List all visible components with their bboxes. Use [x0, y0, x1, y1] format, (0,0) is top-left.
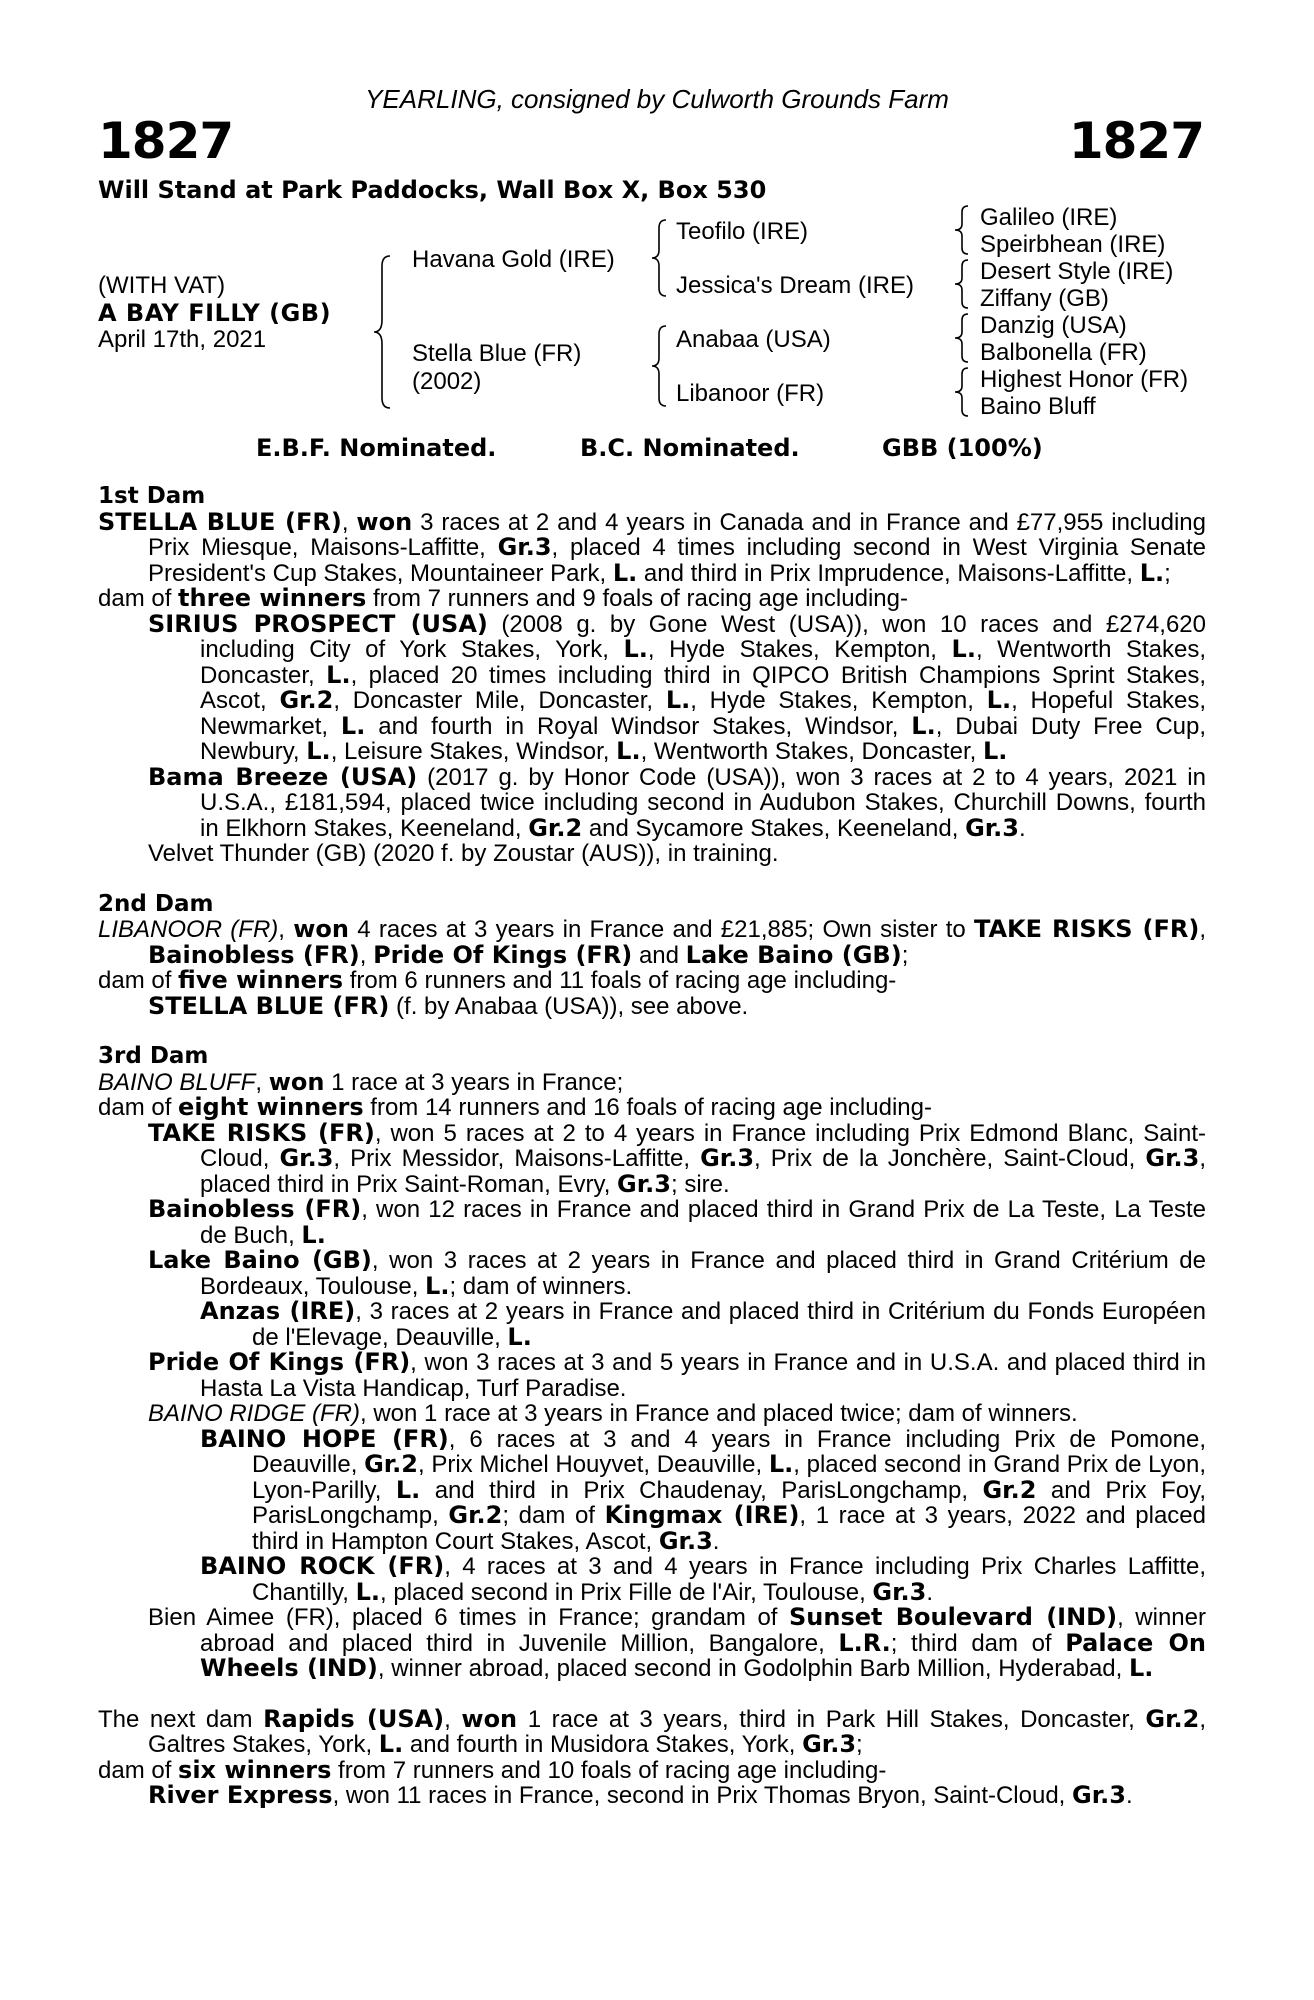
vat-label: (WITH VAT) [98, 272, 226, 299]
stand-location: Will Stand at Park Paddocks, Wall Box X, Box 530 [98, 176, 767, 204]
sire-name: Havana Gold (IRE) [412, 246, 615, 273]
second-dam-produce-summary: dam of five winners from 6 runners and 11 foals of racing age including- [98, 966, 897, 994]
third-dam-heading: 3rd Dam [98, 1043, 209, 1069]
first-dam-produce-summary: dam of three winners from 7 runners and 9 foals of racing age including- [98, 584, 908, 612]
consignor-subtitle: YEARLING, consigned by Culworth Grounds Farm [365, 84, 949, 114]
sire-sire: Teofilo (IRE) [676, 218, 809, 245]
produce-take-risks: TAKE RISKS (FR), won 5 races at 2 to 4 years in France including Prix Edmond Blanc, Saint-Cloud, Gr.3, Prix Messidor, Maisons-Laffitte, Gr.3, Prix de la Jonchère, Saint-Cloud, Gr.3, placed third in Prix Saint-Roman, Evry, Gr.3; sire. [148, 1118, 1206, 1198]
bc-nomination: B.C. Nominated. [580, 434, 800, 462]
second-dam-entry: LIBANOOR (FR), won 4 races at 3 years in France and £21,885; Own sister to TAKE RISKS (FR), Bainobless (FR), Pride Of Kings (FR) and Lake Baino (GB); [98, 915, 1206, 969]
foaling-date: April 17th, 2021 [98, 326, 267, 353]
brace-g4 [952, 366, 972, 418]
dam-year: (2002) [412, 368, 482, 395]
fourth-dam-entry: The next dam Rapids (USA), won 1 race at 3 years, third in Park Hill Stakes, Doncaster, Gr.2, Galtres Stakes, York, L. and fourth in Musidora Stakes, York, Gr.3; [98, 1704, 1206, 1758]
produce-bien-aimee: Bien Aimee (FR), placed 6 times in France; grandam of Sunset Boulevard (IND), winner abroad and placed third in Juvenile Million, Bangalore, L.R.; third dam of Palace On Wheels (IND), winner abroad, placed second in Godolphin Barb Million, Hyderabad, L. [148, 1603, 1207, 1682]
lot-number-left: 1827 [98, 112, 234, 170]
produce-bainobless: Bainobless (FR), won 12 races in France and placed third in Grand Prix de La Teste, La Teste de Buch, L. [148, 1195, 1206, 1249]
ebf-nomination: E.B.F. Nominated. [256, 434, 497, 462]
horse-name: A BAY FILLY (GB) [98, 299, 332, 327]
brace-g2 [952, 258, 972, 310]
produce-lake-baino: Lake Baino (GB), won 3 races at 2 years in France and placed third in Grand Critérium de Bordeaux, Toulouse, L.; dam of winners. [148, 1246, 1206, 1300]
produce-river-express: River Express, won 11 races in France, second in Prix Thomas Bryon, Saint-Cloud, Gr.3. [148, 1781, 1133, 1809]
third-dam-produce-summary: dam of eight winners from 14 runners and 16 foals of racing age including- [98, 1093, 932, 1121]
grandsire-2: Speirbhean (IRE) [980, 231, 1166, 258]
lot-number-right: 1827 [1068, 112, 1204, 170]
grandsire-3: Desert Style (IRE) [980, 258, 1174, 285]
first-dam-entry: STELLA BLUE (FR), won 3 races at 2 and 4 years in Canada and in France and £77,955 including Prix Miesque, Maisons-Laffitte, Gr.3, placed 4 times including second in West Virginia Senate President's Cup Stakes, Mountaineer Park, L. and third in Prix Imprudence, Maisons-Laffitte, L.; [98, 507, 1206, 587]
produce-pride-of-kings: Pride Of Kings (FR), won 3 races at 3 and 5 years in France and in U.S.A. and placed third in Hasta La Vista Handicap, Turf Paradise. [148, 1348, 1207, 1402]
produce-baino-hope: BAINO HOPE (FR), 6 races at 3 and 4 years in France including Prix de Pomone, Deauville, Gr.2, Prix Michel Houyvet, Deauville, L., placed second in Grand Prix de Lyon, Lyon-Parilly, L. and third in Prix Chaudenay, ParisLongchamp, Gr.2 and Prix Foy, ParisLongchamp, Gr.2; dam of Kingmax (IRE), 1 race at 3 years, 2022 and placed third in Hampton Court Stakes, Ascot, Gr.3. [200, 1424, 1207, 1555]
brace-g3 [952, 312, 972, 364]
brace-g1 [952, 204, 972, 256]
produce-velvet-thunder: Velvet Thunder (GB) (2020 f. by Zoustar (AUS)), in training. [148, 840, 779, 867]
dam-brace [648, 324, 672, 408]
catalogue-body [98, 484, 1206, 1809]
grandsire-4: Ziffany (GB) [980, 285, 1109, 312]
produce-baino-rock: BAINO ROCK (FR), 4 races at 3 and 4 years in France including Prix Charles Laffitte, Chantilly, L., placed second in Prix Fille de l'Air, Toulouse, Gr.3. [200, 1552, 1206, 1606]
produce-baino-ridge: BAINO RIDGE (FR), won 1 race at 3 years in France and placed twice; dam of winners. [148, 1400, 1078, 1427]
produce-bama-breeze: Bama Breeze (USA) (2017 g. by Honor Code (USA)), won 3 races at 2 to 4 years, 2021 in U.S.A., £181,594, placed twice including second in Audubon Stakes, Churchill Downs, fourth in Elkhorn Stakes, Keeneland, Gr.2 and Sycamore Stakes, Keeneland, Gr.3. [148, 762, 1206, 842]
pedigree-brace-main [370, 252, 400, 412]
grandsire-6: Balbonella (FR) [980, 339, 1147, 366]
sire-dam: Jessica's Dream (IRE) [676, 272, 914, 299]
second-dam-heading: 2nd Dam [98, 890, 214, 917]
grandsire-5: Danzig (USA) [980, 312, 1127, 339]
first-dam-heading: 1st Dam [98, 483, 206, 509]
produce-sirius-prospect: SIRIUS PROSPECT (USA) (2008 g. by Gone West (USA)), won 10 races and £274,620 including City of York Stakes, York, L., Hyde Stakes, Kempton, L., Wentworth Stakes, Doncaster, L., placed 20 times including third in QIPCO British Champions Sprint Stakes, Ascot, Gr.2, Doncaster Mile, Doncaster, L., Hyde Stakes, Kempton, L., Hopeful Stakes, Newmarket, L. and fourth in Royal Windsor Stakes, Windsor, L., Dubai Duty Free Cup, Newbury, L., Leisure Stakes, Windsor, L., Wentworth Stakes, Doncaster, L. [148, 609, 1207, 765]
produce-stella-blue: STELLA BLUE (FR) (f. by Anabaa (USA)), see above. [148, 991, 749, 1020]
sire-brace [648, 218, 672, 298]
grandsire-8: Baino Bluff [980, 393, 1096, 420]
produce-anzas: Anzas (IRE), 3 races at 2 years in France and placed third in Critérium du Fonds Européen de l'Elevage, Deauville, L. [200, 1297, 1206, 1351]
grandsire-7: Highest Honor (FR) [980, 366, 1189, 393]
dam-name: Stella Blue (FR) [412, 340, 582, 367]
grandsire-1: Galileo (IRE) [980, 204, 1118, 231]
dam-dam: Libanoor (FR) [676, 380, 825, 407]
fourth-dam-produce-summary: dam of six winners from 7 runners and 10 foals of racing age including- [98, 1755, 887, 1784]
third-dam-entry: BAINO BLUFF, won 1 race at 3 years in France; [98, 1067, 624, 1096]
dam-sire: Anabaa (USA) [676, 326, 831, 353]
gbb-status: GBB (100%) [882, 434, 1043, 462]
